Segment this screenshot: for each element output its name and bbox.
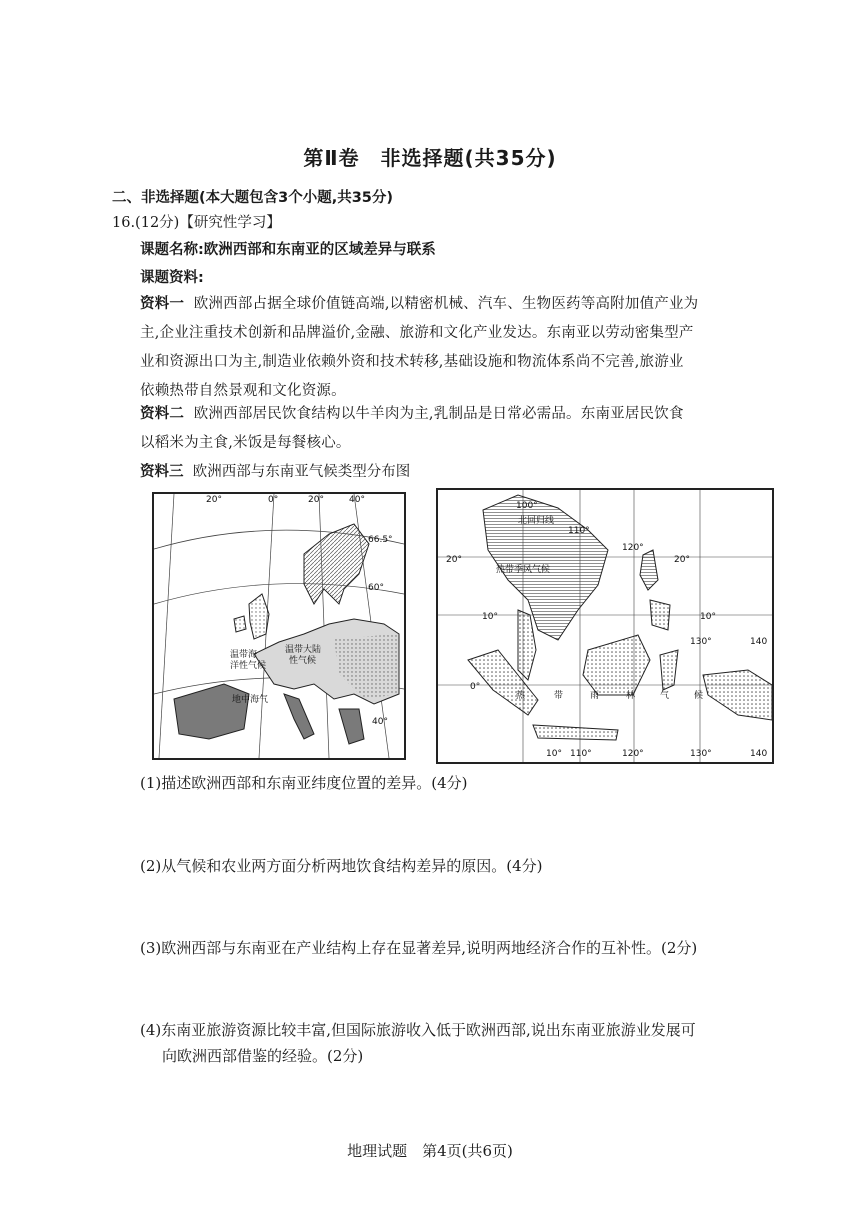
europe-climate-map — [152, 492, 406, 760]
lat-10-left-label: 10° — [482, 612, 498, 622]
maritime-label-2: 洋性气候 — [230, 661, 267, 671]
rainforest-char-5: 气 — [660, 691, 670, 701]
lon-0-label: 0° — [268, 495, 279, 505]
lat-10-right-label: 10° — [700, 612, 716, 622]
material-3-label: 资料三 — [140, 464, 184, 480]
materials-heading: 课题资料: — [140, 270, 204, 286]
topic-line: 课题名称:欧洲西部和东南亚的区域差异与联系 — [140, 242, 436, 258]
lat-20-right-label: 20° — [674, 555, 690, 565]
lon-130-label: 130° — [690, 637, 712, 647]
material-1-line-4: 依赖热带自然景观和文化资源。 — [140, 383, 346, 399]
lon-110-label: 110° — [568, 526, 590, 536]
lat-60-label: 60° — [368, 583, 384, 593]
ireland-land — [234, 616, 246, 632]
material-2-label: 资料二 — [140, 406, 185, 422]
material-2-line-1: 欧洲西部居民饮食结构以牛羊肉为主,乳制品是日常必需品。东南亚居民饮食 — [193, 406, 684, 422]
continental-label-2: 性气候 — [289, 656, 317, 666]
section-title: 第Ⅱ卷 非选择题(共35分) — [303, 146, 557, 170]
greece-land — [339, 709, 364, 744]
sub-question-4-line-1: (4)东南亚旅游资源比较丰富,但国际旅游收入低于欧洲西部,说出东南亚旅游业发展可 — [140, 1021, 696, 1039]
question-number: 16.(12分)【研究性学习】 — [112, 215, 281, 231]
java — [533, 725, 618, 740]
sub-question-1: (1)描述欧洲西部和东南亚纬度位置的差异。(4分) — [140, 774, 468, 792]
lon-140-label: 140 — [750, 637, 768, 647]
sulawesi — [660, 650, 678, 690]
iberia-land — [174, 684, 249, 739]
bottom-lat-10-label: 10° — [546, 749, 562, 759]
lat-40-label: 40° — [372, 717, 388, 727]
monsoon-climate-label: 热带季风气候 — [496, 565, 551, 575]
continental-label-1: 温带大陆 — [285, 645, 322, 655]
rainforest-char-2: 带 — [554, 691, 564, 701]
southeast-asia-climate-map — [436, 488, 774, 764]
malay-peninsula — [518, 610, 536, 680]
part-heading: 二、非选择题(本大题包含3个小题,共35分) — [112, 190, 394, 206]
tropic-of-cancer-label: 北回归线 — [518, 516, 555, 526]
philippines-north — [640, 550, 658, 590]
bottom-lon-140-label: 140 — [750, 749, 768, 759]
material-1-label: 资料一 — [140, 296, 185, 312]
bottom-lon-120-label: 120° — [622, 749, 644, 759]
lat-0-label: 0° — [470, 682, 481, 692]
lat-665-label: 66.5° — [368, 535, 393, 545]
material-3-text: 欧洲西部与东南亚气候类型分布图 — [192, 464, 411, 480]
lon-20e-label: 20° — [308, 495, 324, 505]
page-footer: 地理试题 第4页(共6页) — [347, 1142, 513, 1160]
britain-land — [249, 594, 269, 639]
rainforest-char-6: 候 — [694, 691, 704, 701]
lon-20w-label: 20° — [206, 495, 222, 505]
sub-question-2: (2)从气候和农业两方面分析两地饮食结构差异的原因。(4分) — [140, 857, 543, 875]
material-1-line-2: 主,企业注重技术创新和品牌溢价,金融、旅游和文化产业发达。东南亚以劳动密集型产 — [140, 325, 694, 341]
material-2-line-2: 以稻米为主食,米饭是每餐核心。 — [140, 435, 351, 451]
bottom-lon-110-label: 110° — [570, 749, 592, 759]
rainforest-char-1: 热 — [516, 691, 526, 701]
lon-40e-label: 40° — [349, 495, 365, 505]
maritime-label-1: 温带海 — [230, 650, 258, 660]
scandinavia-land — [304, 524, 369, 604]
lon-120-label: 120° — [622, 543, 644, 553]
bottom-lon-130-label: 130° — [690, 749, 712, 759]
lat-20-left-label: 20° — [446, 555, 462, 565]
material-2 — [140, 400, 780, 458]
new-guinea — [703, 670, 772, 720]
rainforest-char-4: 林 — [626, 691, 636, 701]
sub-question-3: (3)欧洲西部与东南亚在产业结构上存在显著差异,说明两地经济合作的互补性。(2分) — [140, 939, 698, 957]
material-1-line-1: 欧洲西部占据全球价值链高端,以精密机械、汽车、生物医药等高附加值产业为 — [193, 296, 699, 312]
material-1 — [140, 290, 780, 406]
material-3 — [140, 462, 410, 482]
rainforest-char-3: 雨 — [590, 691, 600, 701]
italy-land — [284, 694, 314, 739]
sub-question-4-line-2: 向欧洲西部借鉴的经验。(2分) — [162, 1047, 364, 1065]
mediterranean-label: 地中海气 — [232, 695, 269, 705]
borneo — [583, 635, 650, 695]
lon-100-label: 100° — [516, 501, 538, 511]
philippines-south — [650, 600, 670, 630]
material-1-line-3: 业和资源出口为主,制造业依赖外资和技术转移,基础设施和物流体系尚不完善,旅游业 — [140, 354, 684, 370]
